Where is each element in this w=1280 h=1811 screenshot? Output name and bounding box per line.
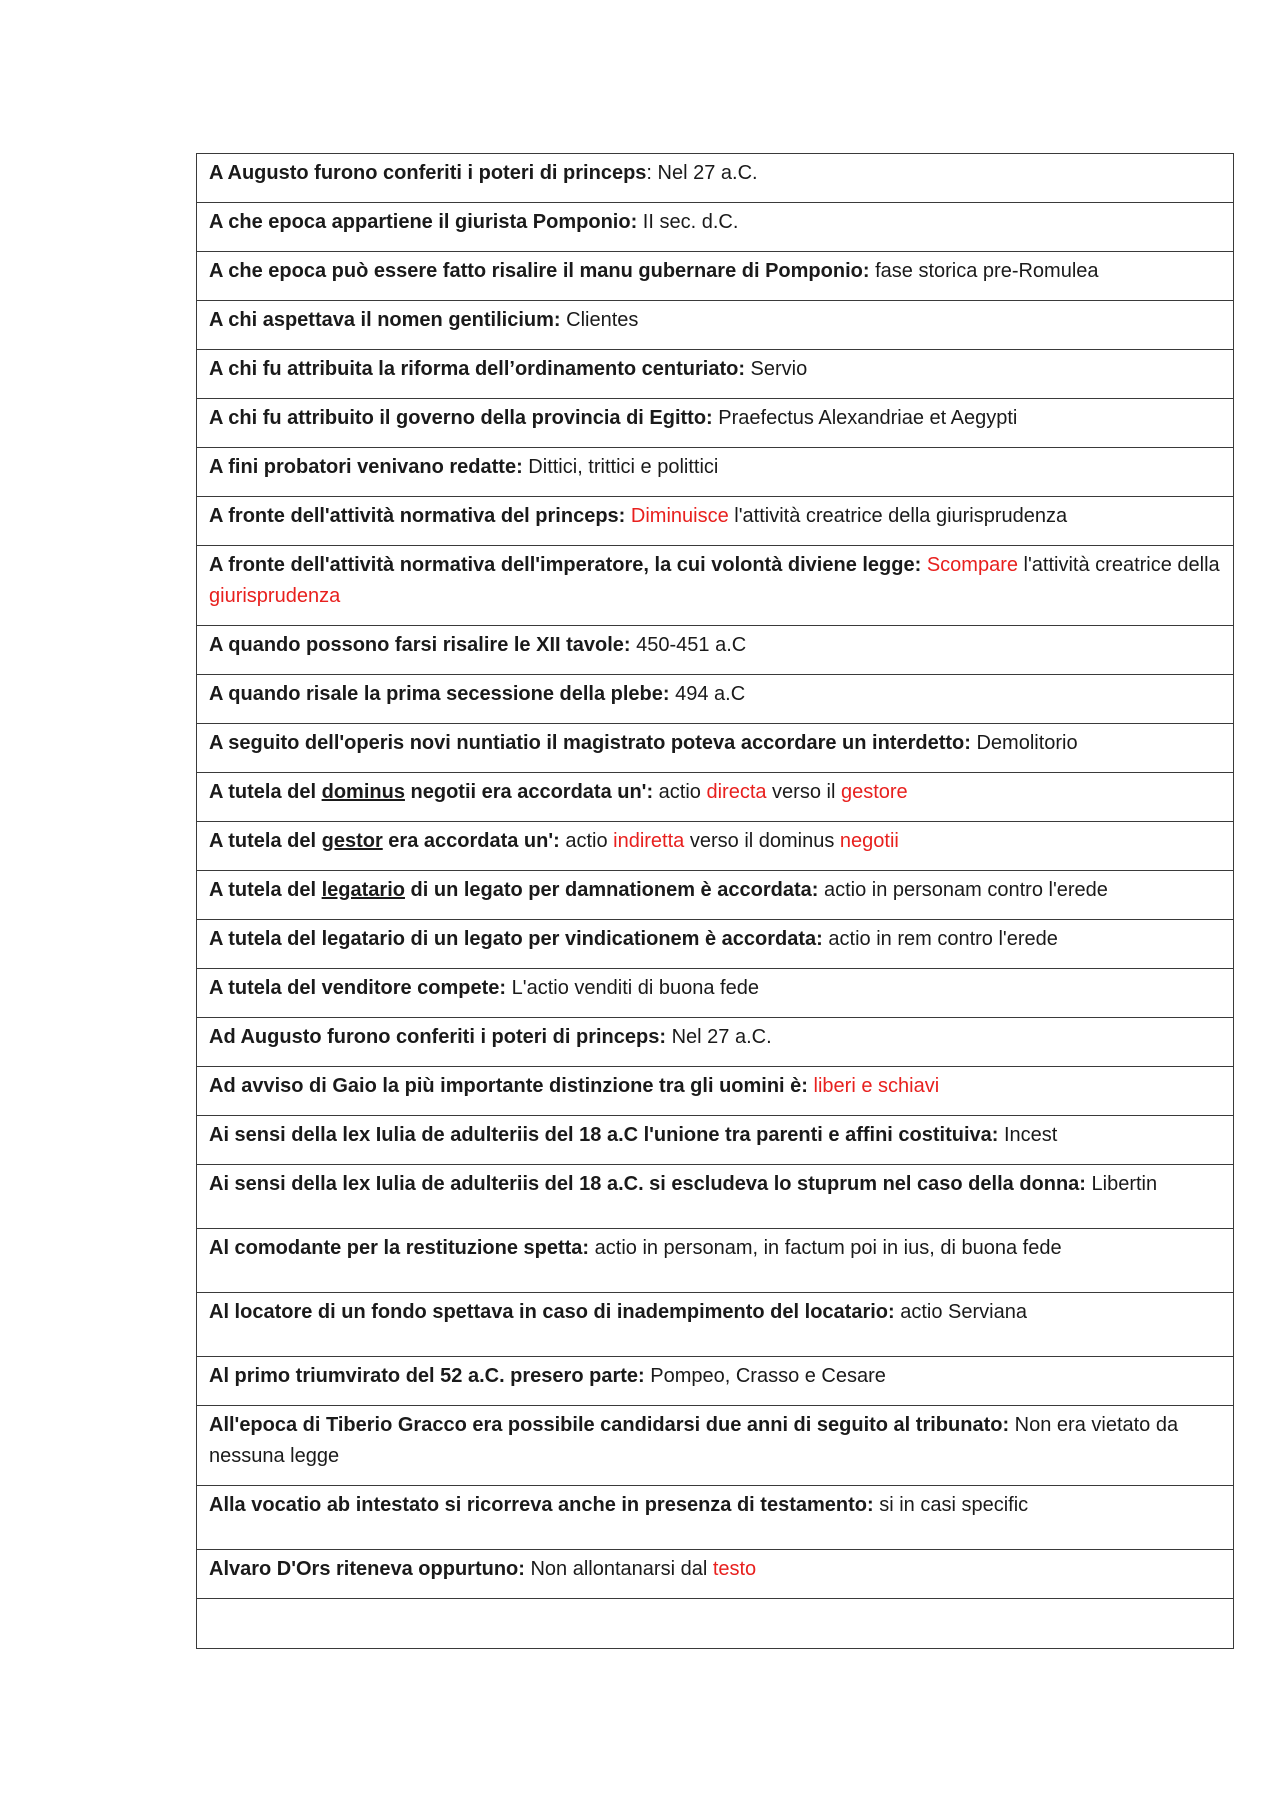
answer-text: Incest xyxy=(998,1124,1058,1146)
table-row xyxy=(197,920,1234,969)
table-cell xyxy=(197,773,1234,822)
answer-text: Praefectus Alexandriae et Aegypti xyxy=(712,407,1018,429)
answer-highlight-text: Diminuisce xyxy=(630,505,729,527)
question-text: Al primo triumvirato del 52 a.C. presero parte: xyxy=(209,1365,645,1387)
answer-text: verso il xyxy=(766,781,841,803)
question-text: Alla vocatio ab intestato si ricorreva anche in presenza di testamento: xyxy=(209,1494,874,1516)
table-row xyxy=(197,1550,1234,1599)
answer-text: Servio xyxy=(744,358,808,380)
question-text: A tutela del xyxy=(209,781,322,803)
table-row xyxy=(197,448,1234,497)
table-cell xyxy=(197,1599,1234,1649)
answer-text: L'actio venditi di buona fede xyxy=(506,977,759,999)
question-text: era accordata un': xyxy=(382,830,560,852)
answer-highlight-text: negotii xyxy=(839,830,899,852)
table-row xyxy=(197,1116,1234,1165)
table-cell xyxy=(197,871,1234,920)
answer-text: verso il dominus xyxy=(684,830,840,852)
table-cell xyxy=(197,1067,1234,1116)
question-text: Ad avviso di Gaio la più importante distinzione tra gli uomini è: xyxy=(209,1075,808,1097)
question-text: A quando possono farsi risalire le XII tavole: xyxy=(209,634,631,656)
answer-text: l'attività creatrice della giurisprudenza xyxy=(728,505,1068,527)
question-text: A quando risale la prima secessione della plebe: xyxy=(209,683,670,705)
answer-highlight-text: directa xyxy=(706,781,767,803)
answer-text: actio in rem contro l'erede xyxy=(822,928,1058,950)
question-text: All'epoca di Tiberio Gracco era possibile candidarsi due anni di seguito al tribunato: xyxy=(209,1414,1010,1436)
table-cell xyxy=(197,969,1234,1018)
table-row xyxy=(197,822,1234,871)
answer-highlight-text: indiretta xyxy=(613,830,685,852)
question-underlined-text: gestor xyxy=(321,830,383,852)
table-row xyxy=(197,1357,1234,1406)
question-text: A che epoca può essere fatto risalire il manu gubernare di Pomponio: xyxy=(209,260,870,282)
table-cell xyxy=(197,154,1234,203)
qa-table xyxy=(196,153,1234,1649)
answer-text: fase storica pre-Romulea xyxy=(869,260,1099,282)
answer-text: Libertin xyxy=(1085,1173,1158,1195)
table-cell xyxy=(197,724,1234,773)
table-cell xyxy=(197,497,1234,546)
question-text: A fronte dell'attività normativa dell'imperatore, la cui volontà diviene legge: xyxy=(209,554,922,576)
table-row xyxy=(197,350,1234,399)
table-row xyxy=(197,871,1234,920)
table-row xyxy=(197,1486,1234,1550)
answer-text: 494 a.C xyxy=(669,683,746,705)
answer-text: actio in personam, in factum poi in ius, di buona fede xyxy=(589,1237,1062,1259)
table-cell xyxy=(197,448,1234,497)
table-row xyxy=(197,1165,1234,1229)
question-text: negotii era accordata un': xyxy=(404,781,654,803)
table-cell xyxy=(197,203,1234,252)
answer-highlight-text: Scompare xyxy=(926,554,1018,576)
question-text: Ai sensi della lex Iulia de adulteriis del 18 a.C. si escludeva lo stuprum nel caso della donna: xyxy=(209,1173,1086,1195)
table-row xyxy=(197,1067,1234,1116)
table-row xyxy=(197,497,1234,546)
answer-text: actio xyxy=(559,830,614,852)
question-underlined-text: dominus xyxy=(321,781,405,803)
question-text: Alvaro D'Ors riteneva oppurtuno: xyxy=(209,1558,525,1580)
answer-highlight-text: testo xyxy=(712,1558,757,1580)
table-row xyxy=(197,1293,1234,1357)
question-text: A tutela del xyxy=(209,879,322,901)
table-cell xyxy=(197,920,1234,969)
table-row xyxy=(197,546,1234,626)
question-text: A chi aspettava il nomen gentilicium: xyxy=(209,309,561,331)
answer-text: l'attività creatrice della xyxy=(1017,554,1220,576)
answer-text: Dittici, trittici e polittici xyxy=(522,456,719,478)
question-text: A tutela del venditore compete: xyxy=(209,977,507,999)
table-cell xyxy=(197,1229,1234,1293)
table-row xyxy=(197,252,1234,301)
question-text: Al locatore di un fondo spettava in caso di inadempimento del locatario: xyxy=(209,1301,895,1323)
table-cell xyxy=(197,252,1234,301)
table-cell xyxy=(197,1116,1234,1165)
question-underlined-text: legatario xyxy=(321,879,405,901)
table-row xyxy=(197,969,1234,1018)
answer-text: actio in personam contro l'erede xyxy=(818,879,1108,901)
answer-text: Clientes xyxy=(560,309,639,331)
question-text: A Augusto furono conferiti i poteri di princeps xyxy=(209,162,647,184)
question-text: Ai sensi della lex Iulia de adulteriis del 18 a.C l'unione tra parenti e affini costituiva: xyxy=(209,1124,999,1146)
table-cell xyxy=(197,301,1234,350)
table-row xyxy=(197,773,1234,822)
table-row xyxy=(197,301,1234,350)
table-row xyxy=(197,626,1234,675)
table-cell xyxy=(197,1165,1234,1229)
answer-highlight-text: giurisprudenza xyxy=(209,585,341,607)
table-cell xyxy=(197,1550,1234,1599)
answer-text: si in casi specific xyxy=(873,1494,1029,1516)
question-text: A fronte dell'attività normativa del princeps: xyxy=(209,505,626,527)
question-text: A chi fu attribuita la riforma dell’ordinamento centuriato: xyxy=(209,358,745,380)
question-text: Al comodante per la restituzione spetta: xyxy=(209,1237,590,1259)
table-row xyxy=(197,1018,1234,1067)
table-cell xyxy=(197,1357,1234,1406)
question-text: di un legato per damnationem è accordata: xyxy=(404,879,819,901)
question-text: A fini probatori venivano redatte: xyxy=(209,456,523,478)
table-cell xyxy=(197,1406,1234,1486)
answer-text: Demolitorio xyxy=(970,732,1078,754)
table-row xyxy=(197,1599,1234,1649)
table-cell xyxy=(197,1293,1234,1357)
table-cell xyxy=(197,626,1234,675)
table-cell xyxy=(197,675,1234,724)
question-text: A seguito dell'operis novi nuntiatio il magistrato poteva accordare un interdetto: xyxy=(209,732,971,754)
table-row xyxy=(197,399,1234,448)
question-text: A tutela del xyxy=(209,830,322,852)
answer-text: Nel 27 a.C. xyxy=(666,1026,772,1048)
question-text: Ad Augusto furono conferiti i poteri di princeps: xyxy=(209,1026,667,1048)
answer-highlight-text: liberi e schiavi xyxy=(813,1075,940,1097)
qa-table-body xyxy=(197,154,1234,1649)
answer-text: actio xyxy=(653,781,707,803)
table-row xyxy=(197,203,1234,252)
answer-text: Pompeo, Crasso e Cesare xyxy=(644,1365,886,1387)
table-cell xyxy=(197,350,1234,399)
answer-highlight-text: gestore xyxy=(840,781,908,803)
answer-text: 450-451 a.C xyxy=(630,634,747,656)
table-cell xyxy=(197,1486,1234,1550)
answer-text: actio Serviana xyxy=(894,1301,1027,1323)
question-text: A tutela del legatario di un legato per vindicationem è accordata: xyxy=(209,928,823,950)
table-row xyxy=(197,675,1234,724)
table-row xyxy=(197,724,1234,773)
table-cell xyxy=(197,822,1234,871)
table-row xyxy=(197,1406,1234,1486)
table-cell xyxy=(197,399,1234,448)
answer-text: : Nel 27 a.C. xyxy=(646,162,758,184)
table-cell xyxy=(197,546,1234,626)
table-row xyxy=(197,1229,1234,1293)
answer-text: II sec. d.C. xyxy=(637,211,739,233)
table-row xyxy=(197,154,1234,203)
answer-text: Non allontanarsi dal xyxy=(524,1558,713,1580)
question-text: A chi fu attribuito il governo della provincia di Egitto: xyxy=(209,407,713,429)
question-text: A che epoca appartiene il giurista Pomponio: xyxy=(209,211,638,233)
table-cell xyxy=(197,1018,1234,1067)
answer-text: Non era vietato da nessuna legge xyxy=(209,1414,1179,1467)
